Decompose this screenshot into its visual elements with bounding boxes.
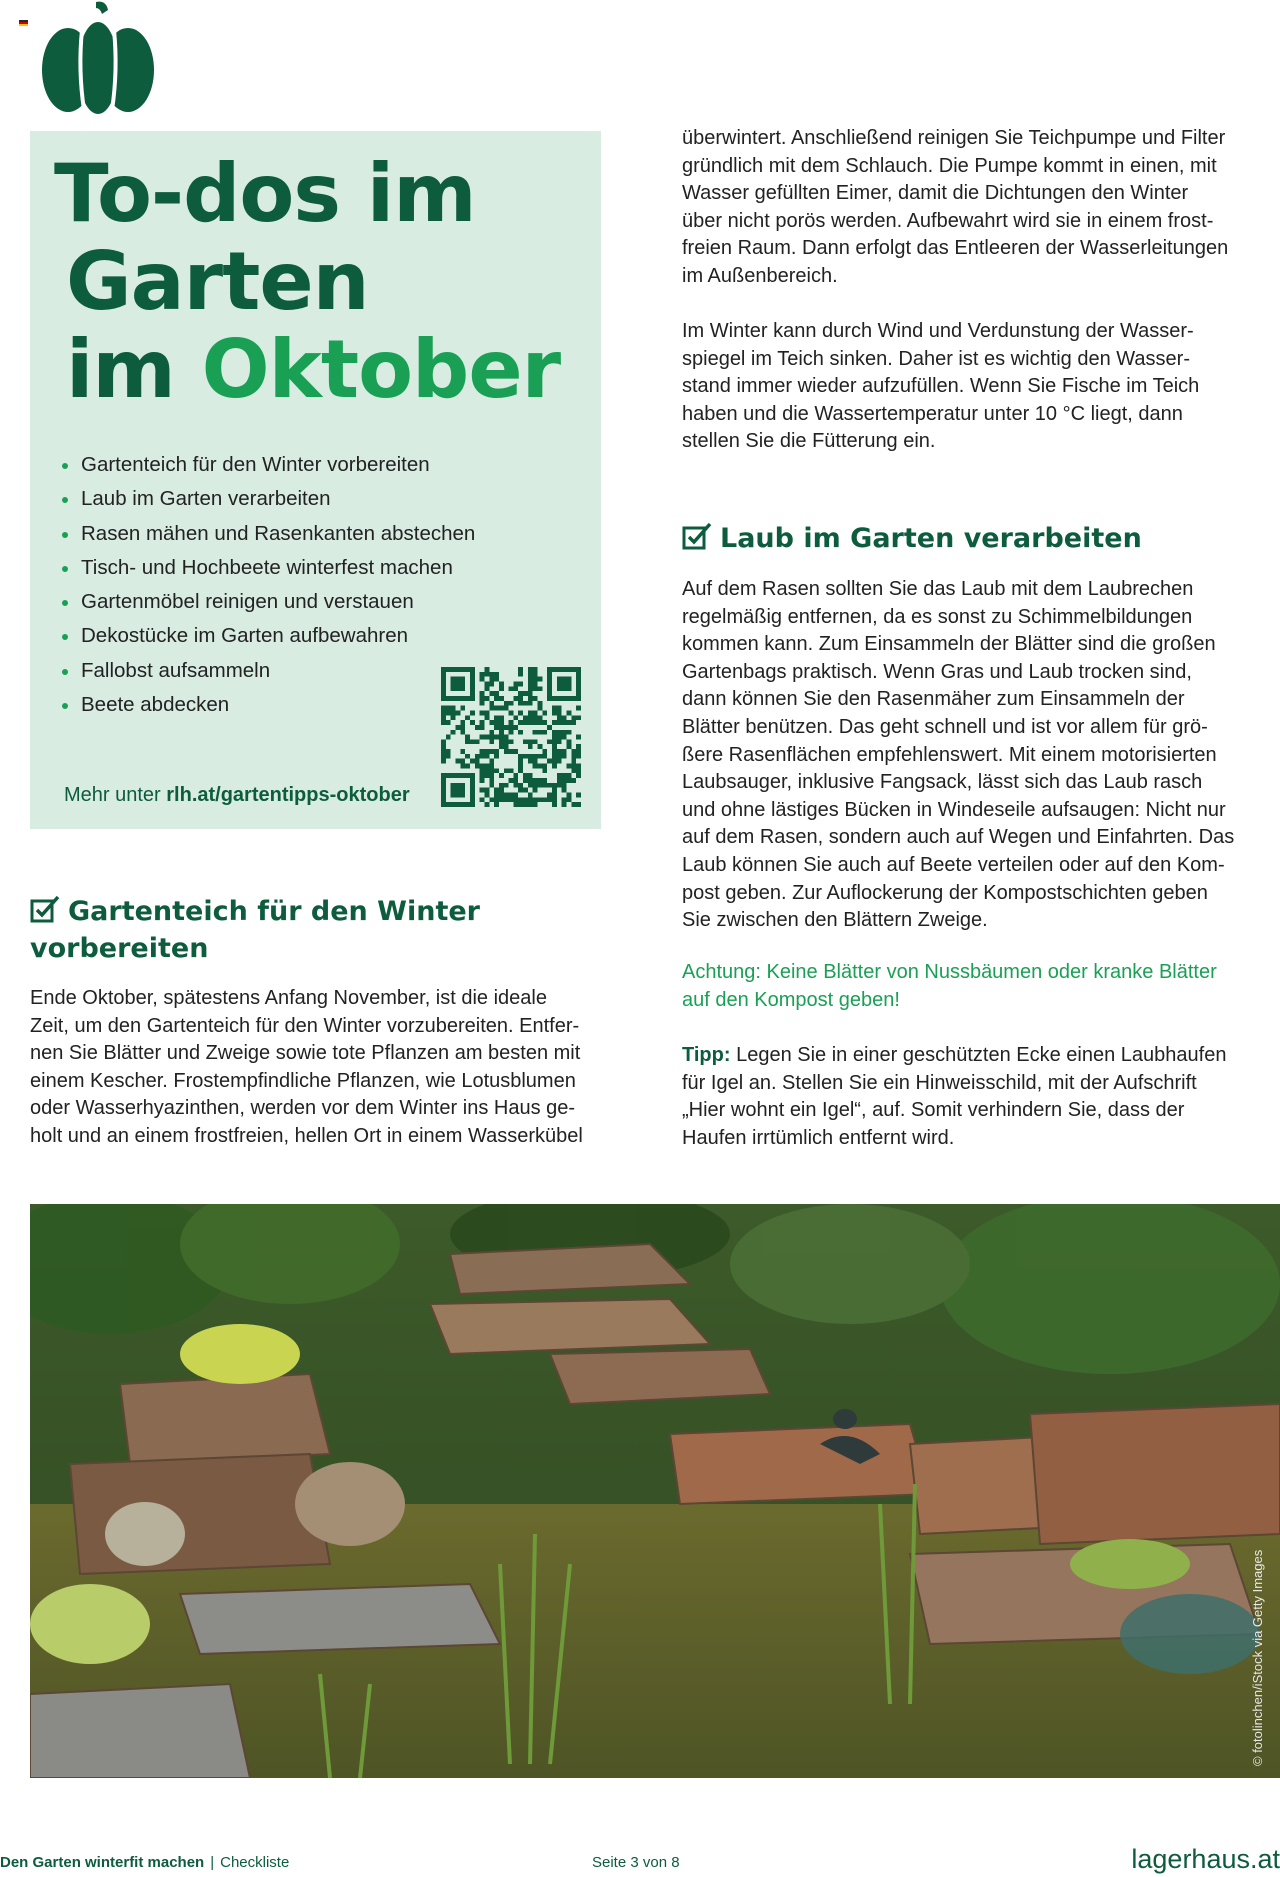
todo-item <box>60 517 475 551</box>
more-link-url[interactable]: rlh.at/gartentipps-oktober <box>166 784 410 806</box>
text-line: Haufen irrtümlich entfernt wird. <box>682 1126 955 1149</box>
todo-item-label: Rasen mähen und Rasenkanten abstechen <box>81 521 476 545</box>
text-line: Blätter benützen. Das geht schnell und ist vor allem für grö- <box>682 715 1208 738</box>
footer-title: Den Garten winterfit machen <box>0 1854 205 1871</box>
text-line: Achtung: Keine Blätter von Nussbäumen oder kranke Blätter <box>682 961 1217 983</box>
tipp-label: Tipp: <box>682 1044 731 1066</box>
title-line-3-prefix: im <box>66 323 202 416</box>
text-line: im Außenbereich. <box>682 264 838 287</box>
text-line: für Igel an. Stellen Sie ein Hinweisschild, mit der Aufschrift <box>682 1071 1197 1094</box>
text-line: Sie zwischen den Blättern Zweige. <box>682 909 988 932</box>
todo-item <box>60 654 475 688</box>
tipp-paragraph <box>682 1042 1257 1152</box>
more-link-prefix: Mehr unter <box>64 784 167 806</box>
todo-item <box>60 448 475 482</box>
achtung-note <box>682 959 1257 1014</box>
bullet-icon <box>62 497 68 503</box>
todo-item-label: Tisch- und Hochbeete winterfest machen <box>81 555 453 579</box>
bullet-icon <box>62 600 68 606</box>
text-line: auf dem Rasen, sondern auch auf Wegen und Einfahrten. Das <box>682 826 1235 849</box>
todo-item-label: Laub im Garten verarbeiten <box>81 487 331 511</box>
text-line: über nicht porös werden. Aufbewahrt wird sie in einem frost- <box>682 209 1214 232</box>
laub-heading-text: Laub im Garten verarbeiten <box>720 523 1142 554</box>
todo-item-label: Fallobst aufsammeln <box>81 658 271 682</box>
text-line: Laub können Sie auch auf Beete verteilen oder auf den Kom- <box>682 853 1225 876</box>
text-line: haben und die Wassertemperatur unter 10 °C liegt, dann <box>682 402 1183 425</box>
todo-item <box>60 482 475 516</box>
title-line-3 <box>54 323 561 416</box>
teich-heading-line-1: Gartenteich für den Winter <box>68 896 480 927</box>
bullet-icon <box>62 532 68 538</box>
bullet-icon <box>62 566 68 572</box>
text-line: holt und an einem frostfreien, hellen Ort in einem Wasserkübel <box>30 1124 583 1147</box>
text-line: Auf dem Rasen sollten Sie das Laub mit dem Laubrechen <box>682 578 1194 600</box>
text-line: dann können Sie den Rasenmäher zum Einsammeln der <box>682 688 1185 711</box>
todo-item-label: Beete abdecken <box>81 693 230 717</box>
text-line: Wasser gefüllten Eimer, damit die Dichtungen den Winter <box>682 182 1189 205</box>
text-line: Zeit, um den Gartenteich für den Winter vorzubereiten. Entfer- <box>30 1014 580 1037</box>
text-line: „Hier wohnt ein Igel“, auf. Somit verhindern Sie, dass der <box>682 1099 1185 1122</box>
title-line-2: Garten <box>66 235 369 328</box>
checkbox-checked-icon <box>30 895 60 923</box>
photo-credit: © fotolinchen/iStock via Getty Images <box>1250 1549 1265 1766</box>
footer <box>0 1844 1280 1876</box>
page-title <box>54 147 561 416</box>
text-line: oder Wasserhyazinthen, werden vor dem Winter ins Haus ge- <box>30 1097 576 1120</box>
laub-paragraph <box>682 576 1257 935</box>
text-line: gründlich mit dem Schlauch. Die Pumpe kommt in einen, mit <box>682 154 1217 177</box>
footer-left <box>0 1854 289 1871</box>
text-line: Im Winter kann durch Wind und Verdunstung der Wasser- <box>682 320 1194 342</box>
todo-item <box>60 688 475 722</box>
text-line: ßere Rasenflächen empfehlenswert. Mit einem motorisierten <box>682 743 1217 766</box>
footer-separator: | <box>210 1854 215 1871</box>
text-line: spiegel im Teich sinken. Daher ist es wichtig den Wasser- <box>682 347 1190 370</box>
text-line: post geben. Zur Auflockerung der Kompostschichten geben <box>682 881 1208 904</box>
text-line: Ende Oktober, spätestens Anfang November, ist die ideale <box>30 987 547 1009</box>
text-line: kommen kann. Zum Einsammeln der Blätter sind die großen <box>682 633 1216 656</box>
bullet-icon <box>62 634 68 640</box>
text-line: Legen Sie in einer geschützten Ecke einen Laubhaufen <box>730 1044 1227 1066</box>
teich-heading <box>30 893 590 967</box>
garden-pond-photo <box>30 1204 1280 1778</box>
todo-item <box>60 585 475 619</box>
laub-heading <box>682 520 1242 557</box>
footer-section: Checkliste <box>220 1854 290 1871</box>
todo-item <box>60 551 475 585</box>
text-line: einem Kescher. Frostempfindliche Pflanzen, wie Lotusblumen <box>30 1069 576 1092</box>
text-line: Laubsauger, inklusive Fangsack, lässt sich das Laub rasch <box>682 771 1203 794</box>
text-line: und ohne lästiges Bücken in Windeseile aufsaugen: Nicht nur <box>682 798 1226 821</box>
todo-item-label: Dekostücke im Garten aufbewahren <box>81 624 409 648</box>
text-line: nen Sie Blätter und Zweige sowie tote Pflanzen am besten mit <box>30 1042 581 1065</box>
bullet-icon <box>62 703 68 709</box>
text-line: stellen Sie die Fütterung ein. <box>682 430 936 453</box>
qr-code[interactable] <box>441 667 581 807</box>
bullet-icon <box>62 463 68 469</box>
text-line: freien Raum. Dann erfolgt das Entleeren der Wasserleitungen <box>682 237 1229 260</box>
text-line: überwintert. Anschließend reinigen Sie Teichpumpe und Filter <box>682 127 1226 149</box>
pumpkin-logo-icon <box>38 0 158 116</box>
text-line: regelmäßig entfernen, da es sonst zu Schimmelbildungen <box>682 605 1193 628</box>
language-flag-icon <box>19 20 28 26</box>
wasserstand-paragraph <box>682 318 1257 456</box>
title-line-1: To-dos im <box>54 147 476 240</box>
todo-item-label: Gartenmöbel reinigen und verstauen <box>81 590 414 614</box>
more-link[interactable] <box>64 784 410 807</box>
todo-item <box>60 619 475 653</box>
text-line: Gartenbags praktisch. Wenn Gras und Laub trocken sind, <box>682 660 1192 683</box>
page-number: Seite 3 von 8 <box>592 1854 680 1871</box>
todo-list <box>60 448 475 722</box>
checkbox-checked-icon <box>682 522 712 550</box>
bullet-icon <box>62 669 68 675</box>
text-line: stand immer wieder aufzufüllen. Wenn Sie Fische im Teich <box>682 375 1200 398</box>
text-line: auf den Kompost geben! <box>682 988 900 1011</box>
brand-link[interactable]: lagerhaus.at <box>1131 1844 1280 1874</box>
teich-paragraph <box>30 985 600 1151</box>
teich-heading-line-2: vorbereiten <box>30 933 209 964</box>
todo-item-label: Gartenteich für den Winter vorbereiten <box>81 453 430 476</box>
title-accent: Oktober <box>201 323 561 416</box>
teich-continued-paragraph <box>682 125 1257 291</box>
